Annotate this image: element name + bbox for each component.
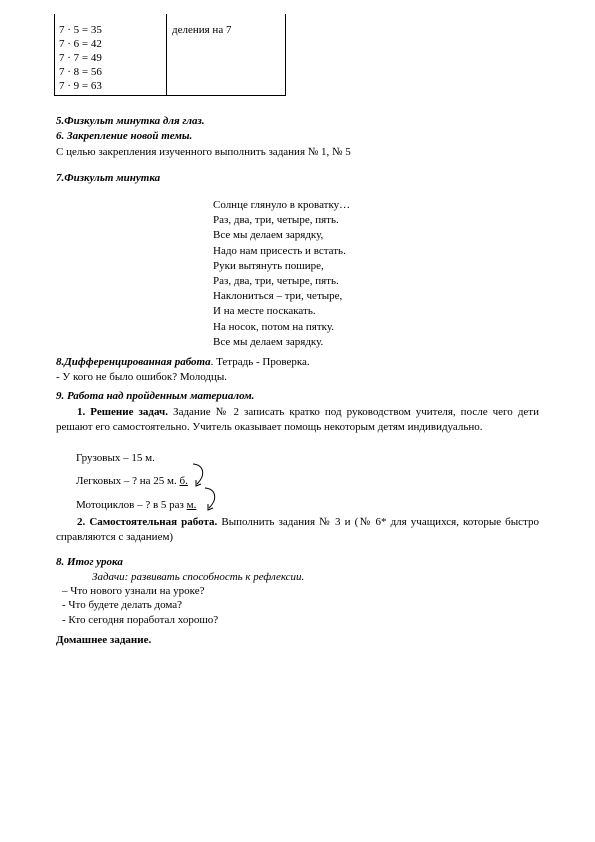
task-line-trucks: Грузовых – 15 м. [76, 452, 155, 464]
task-moto-unit: м. [186, 499, 197, 511]
brace-arc-2 [202, 485, 224, 515]
poem [213, 198, 350, 350]
section-5-heading: 5.Физкульт минутка для глаз. [56, 115, 205, 127]
homework-heading: Домашнее задание. [56, 634, 152, 646]
table-left-cell [59, 23, 102, 93]
section-9-paragraph-1 [56, 405, 539, 435]
section-8-question: - У кого не было ошибок? Молодцы. [56, 371, 228, 383]
section-8-rest: . Тетрадь - Проверка. [210, 356, 310, 368]
section-6-heading: 6. Закрепление новой темы. [56, 130, 193, 142]
task-cars-unit: б. [179, 475, 188, 487]
poem-line: И на месте поскакать. [213, 305, 316, 318]
table-right-cell: деления на 7 [172, 24, 232, 36]
summary-question-2: - Что будете делать дома? [62, 599, 183, 611]
section-8-heading: 8.Дифференцированная работа [56, 356, 211, 368]
poem-line: Все мы делаем зарядку. [213, 335, 324, 348]
poem-line: Раз, два, три, четыре, пять. [213, 214, 339, 227]
poem-line: Раз, два, три, четыре, пять. [213, 275, 339, 288]
poem-line: Наклониться – три, четыре, [213, 290, 343, 303]
summary-question-3: - Кто сегодня поработал хорошо? [62, 614, 219, 626]
paragraph-1-text: Задание № 2 записать кратко под руководством учителя, после чего дети решают его самостоятельно. Учитель оказывает помощь некоторым детям индивидуально. [56, 406, 539, 433]
summary-question-1: – Что нового узнали на уроке? [62, 585, 205, 597]
section-9-heading: 9. Работа над пройденным материалом. [56, 390, 255, 402]
poem-line: Солнце глянуло в кроватку… [213, 199, 351, 211]
table-row: 7 · 8 = 56 [59, 66, 102, 78]
poem-line: На носок, потом на пятку. [213, 320, 334, 333]
poem-line: Надо нам присесть и встать. [213, 244, 346, 257]
summary-tasks: Задачи: развивать способность к рефлексии. [92, 571, 305, 583]
section-6-text: С целью закрепления изученного выполнить задания № 1, № 5 [56, 146, 351, 158]
section-9-paragraph-2 [56, 515, 539, 545]
section-7-heading: 7.Физкульт минутка [56, 172, 161, 184]
task-moto-text: Мотоциклов – ? в 5 раз [76, 499, 184, 511]
task-line-cars [76, 475, 188, 488]
paragraph-2-text: Выполнить задания № 3 и (№ 6* для учащихся, которые быстро справляются с заданием) [56, 516, 539, 543]
poem-line: Все мы делаем зарядку, [213, 229, 324, 242]
table-row: 7 · 9 = 63 [59, 80, 102, 92]
table-divider [166, 14, 167, 95]
paragraph-1-bold: 1. Решение задач. [77, 406, 169, 418]
table-row: 7 · 7 = 49 [59, 52, 102, 64]
paragraph-2-bold: 2. Самостоятельная работа. [77, 516, 218, 528]
poem-line: Руки вытянуть пошире, [213, 259, 324, 272]
table-row: 7 · 5 = 35 [59, 24, 102, 36]
section-8-line [56, 356, 310, 369]
task-cars-text: Легковых – ? на 25 м. [76, 475, 177, 487]
multiplication-table [54, 14, 286, 96]
table-row: 7 · 6 = 42 [59, 38, 102, 50]
summary-heading: 8. Итог урока [56, 556, 123, 568]
task-line-motorcycles [76, 499, 196, 512]
